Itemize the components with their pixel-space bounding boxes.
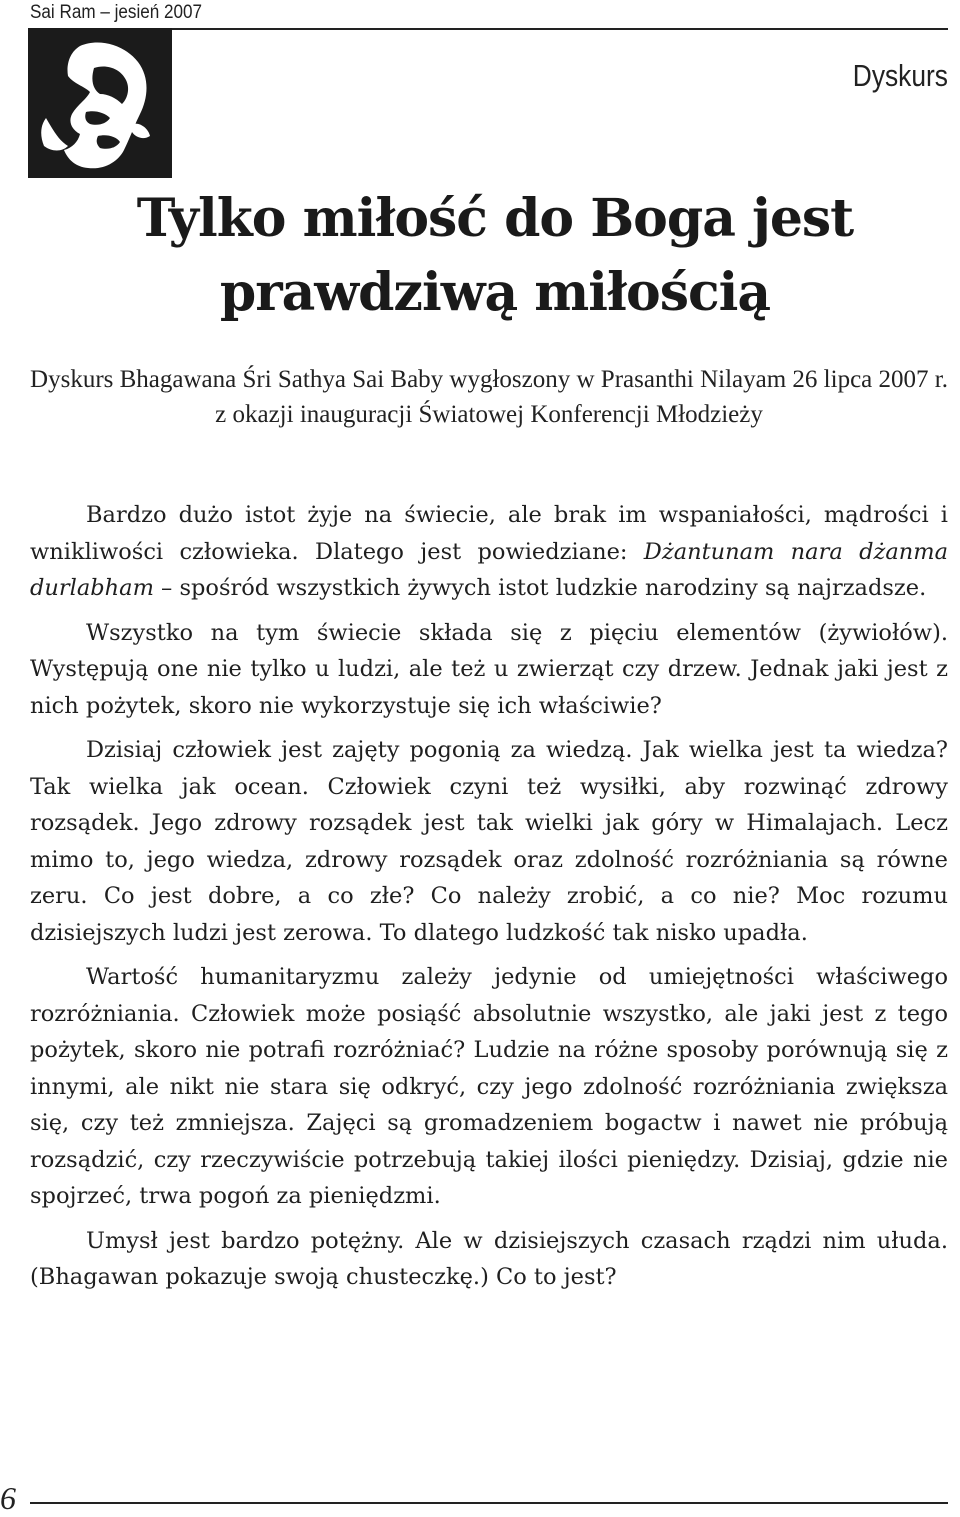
portrait-logo (28, 28, 172, 178)
article-subtitle: Dyskurs Bhagawana Śri Sathya Sai Baby wygłoszony w Prasanthi Nilayam 26 lipca 2007 r. z okazji inauguracji Światowej Konferencji Młodzieży (30, 366, 948, 428)
article-title: Tylko miłość do Boga jest prawdziwą miłością (136, 188, 854, 323)
portrait-silhouette-icon (28, 28, 172, 178)
page-number: 6 (0, 1480, 16, 1516)
paragraph-1-text-b: – spośród wszystkich żywych istot ludzkie narodziny są najrzadsze. (153, 575, 927, 601)
paragraph-2: Wszystko na tym świecie składa się z pięciu elementów (żywiołów). Występują one nie tylko u ludzi, ale też u zwierząt czy drzew. Jednak jaki jest z nich pożytek, skoro nie wykorzystuje się ich właściwie? (30, 619, 948, 719)
paragraph-3: Dzisiaj człowiek jest zajęty pogonią za wiedzą. Jak wielka jest ta wiedza? Tak wielka jak ocean. Człowiek czyni też wysiłki, aby rozwinąć zdrowy rozsądek. Jego zdrowy rozsądek jest tak wielki jak góry w Himalajach. Lecz mimo to, jego wiedza, zdrowy rozsądek oraz zdolność rozróżniania są równe zeru. Co jest dobre, a co złe? Co należy zrobić, a co nie? Moc rozumu dzisiejszych ludzi jest zerowa. To dlatego ludzkość tak nisko upadła. (30, 737, 948, 946)
paragraph-1 (30, 497, 948, 607)
bottom-rule (30, 1502, 948, 1504)
paragraph-4: Wartość humanitaryzmu zależy jedynie od umiejętności właściwego rozróżniania. Człowiek może posiąść absolutnie wszystko, ale jaki jest z tego pożytek, skoro nie potrafi rozróżniać? Ludzie na różne sposoby porównują się z innymi, ale nikt nie stara się odkryć, czy jego zdolność rozróżniania zwiększa się, czy też zmniejsza. Zajęci są gromadzeniem bogactw i nawet nie próbują rozsądzić, czy rzeczywiście potrzebują takiej ilości pieniędzy. Dzisiaj, gdzie nie spojrzeć, trwa pogoń za pieniędzmi. (30, 964, 948, 1209)
section-label: Dyskurs (852, 58, 948, 93)
top-rule (172, 28, 948, 30)
publication-header: Sai Ram – jesień 2007 (30, 2, 203, 23)
paragraph-5: Umysł jest bardzo potężny. Ale w dzisiejszych czasach rządzi nim ułuda. (Bhagawan pokazuje swoją chusteczkę.) Co to jest? (30, 1227, 948, 1290)
article-body (30, 497, 948, 1304)
sanskrit-phrase: Dżantunam nara dżanma durlabham (30, 538, 948, 601)
paragraph-1-text-a: Bardzo dużo istot żyje na świecie, ale brak im wspaniałości, mądrości i wnikliwości człowieka. Dlatego jest powiedziane: (30, 502, 948, 565)
